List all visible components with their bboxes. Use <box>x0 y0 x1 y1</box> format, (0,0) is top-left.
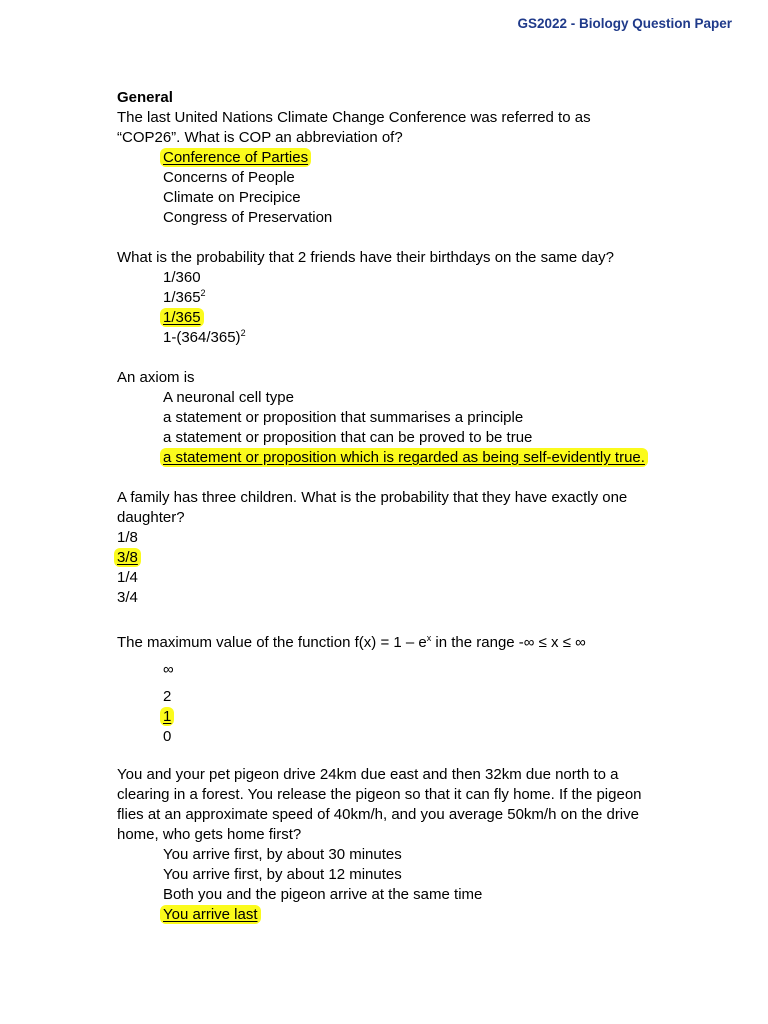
highlighted-answer: Conference of Parties <box>160 148 311 167</box>
highlighted-answer: a statement or proposition which is regarded as being self-evidently true. <box>160 448 648 467</box>
question-4 <box>117 488 677 608</box>
question-5-option <box>117 707 677 727</box>
question-4-option: 1/4 <box>117 569 138 586</box>
question-3-option: a statement or proposition that summarises a principle <box>163 409 524 426</box>
question-6-text-line-2: clearing in a forest. You release the pigeon so that it can fly home. If the pigeon <box>117 786 642 803</box>
question-1-option: Congress of Preservation <box>163 209 333 226</box>
section-heading: General <box>117 89 173 106</box>
question-4-text-line-2: daughter? <box>117 509 185 526</box>
question-5-text-after: in the range -∞ ≤ x ≤ ∞ <box>431 634 586 651</box>
question-5-text-before: The maximum value of the function f(x) = 1 – e <box>117 634 427 651</box>
question-2 <box>117 248 677 348</box>
question-3-option <box>117 448 677 468</box>
question-4-option <box>117 548 677 568</box>
highlighted-answer: 3/8 <box>114 548 141 567</box>
question-2-option: 1/360 <box>163 269 201 286</box>
question-3 <box>117 368 677 468</box>
question-1 <box>117 88 677 228</box>
option-exponent: 2 <box>240 328 246 338</box>
document-header-title: GS2022 - Biology Question Paper <box>517 16 732 31</box>
question-5-option: ∞ <box>163 661 174 678</box>
question-6-option: You arrive first, by about 30 minutes <box>163 846 402 863</box>
question-5-exponent: x <box>426 633 432 643</box>
question-5-option: 0 <box>163 728 172 745</box>
highlighted-answer: 1 <box>160 707 174 726</box>
question-6-option: Both you and the pigeon arrive at the same time <box>163 886 483 903</box>
option-base: 1/365 <box>163 289 201 306</box>
highlighted-answer: 1/365 <box>160 308 204 327</box>
question-6-option <box>117 905 677 925</box>
highlighted-answer: You arrive last <box>160 905 261 924</box>
question-1-option: Concerns of People <box>163 169 295 186</box>
question-6-text-line-1: You and your pet pigeon drive 24km due east and then 32km due north to a <box>117 766 619 783</box>
question-5-text <box>117 633 677 653</box>
question-4-option: 3/4 <box>117 589 138 606</box>
question-1-option <box>117 148 677 168</box>
question-6 <box>117 765 677 925</box>
question-1-text-line-1: The last United Nations Climate Change Conference was referred to as <box>117 109 591 126</box>
option-base: 1-(364/365) <box>163 329 241 346</box>
question-2-option <box>117 328 677 348</box>
question-3-text: An axiom is <box>117 369 195 386</box>
question-1-option: Climate on Precipice <box>163 189 301 206</box>
question-5-option: 2 <box>163 688 172 705</box>
question-2-option <box>117 308 677 328</box>
question-3-option: A neuronal cell type <box>163 389 294 406</box>
question-6-text-line-3: flies at an approximate speed of 40km/h, and you average 50km/h on the drive <box>117 806 639 823</box>
question-2-text: What is the probability that 2 friends have their birthdays on the same day? <box>117 249 614 266</box>
question-3-option: a statement or proposition that can be proved to be true <box>163 429 533 446</box>
question-2-option <box>117 288 677 308</box>
question-4-option: 1/8 <box>117 529 138 546</box>
question-5 <box>117 633 677 747</box>
question-4-text-line-1: A family has three children. What is the probability that they have exactly one <box>117 489 628 506</box>
option-exponent: 2 <box>200 288 206 298</box>
question-6-option: You arrive first, by about 12 minutes <box>163 866 402 883</box>
question-6-text-line-4: home, who gets home first? <box>117 826 302 843</box>
question-1-text-line-2: “COP26”. What is COP an abbreviation of? <box>117 129 403 146</box>
